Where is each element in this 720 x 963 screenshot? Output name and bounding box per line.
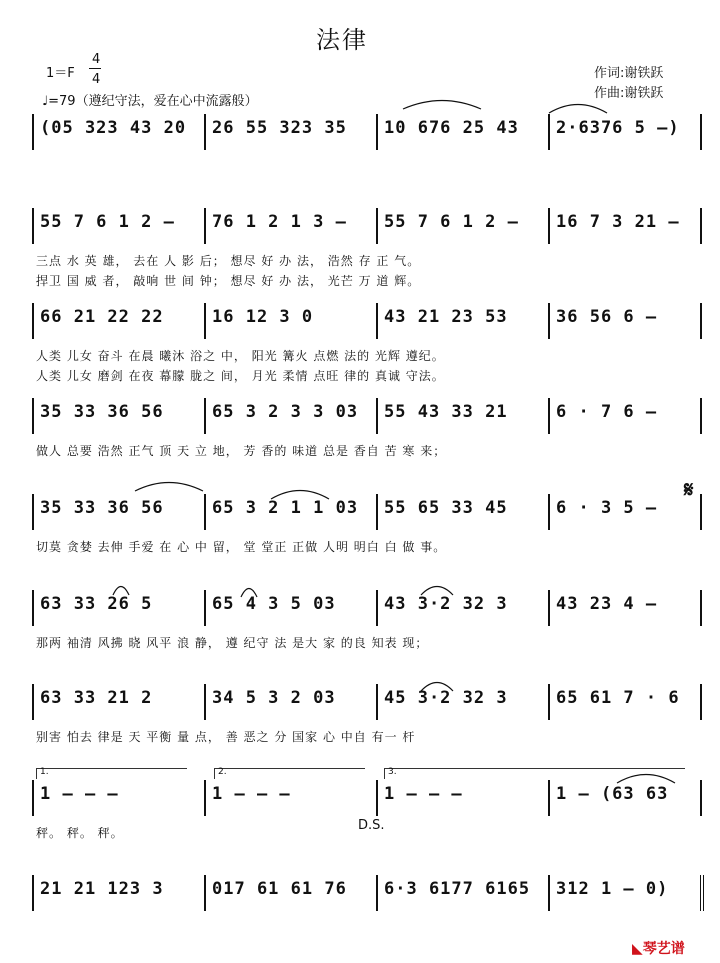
barline bbox=[32, 684, 34, 720]
measure-notes: 34 5 3 2 03 bbox=[212, 688, 336, 708]
volta-bracket bbox=[214, 768, 365, 779]
barline bbox=[204, 590, 206, 626]
measure-notes: 43 21 23 53 bbox=[384, 307, 508, 327]
barline bbox=[548, 208, 550, 244]
barline bbox=[548, 398, 550, 434]
measure-notes: 43 3·2 32 3 bbox=[384, 594, 508, 614]
tempo-marking bbox=[42, 90, 258, 109]
barline bbox=[204, 494, 206, 530]
composer: 作曲:谢铁跃 bbox=[594, 86, 664, 101]
barline bbox=[548, 590, 550, 626]
time-sig-top: 4 bbox=[92, 52, 101, 67]
page-title: 法律 bbox=[316, 26, 368, 54]
barline bbox=[32, 208, 34, 244]
barline bbox=[32, 398, 34, 434]
barline bbox=[548, 684, 550, 720]
ds-marker: D.S. bbox=[358, 818, 385, 833]
volta-number: 2. bbox=[218, 767, 227, 777]
barline bbox=[700, 208, 702, 244]
barline bbox=[32, 590, 34, 626]
barline bbox=[32, 494, 34, 530]
lyric-line: 别害 怕去 律是 天 平衡 量 点， 善 恶之 分 国家 心 中自 有一 杆 bbox=[36, 730, 416, 744]
measure-notes: 43 23 4 – bbox=[556, 594, 658, 614]
measure-notes: 66 21 22 22 bbox=[40, 307, 164, 327]
staff-row bbox=[32, 398, 700, 458]
quarter-note-icon: ♩ bbox=[42, 94, 49, 109]
measure-notes: 16 12 3 0 bbox=[212, 307, 314, 327]
measure-notes: 6·3 6177 6165 bbox=[384, 879, 531, 899]
measure-notes: 6 · 3 5 – bbox=[556, 498, 658, 518]
lyric-line: 秤。 秤。 秤。 bbox=[36, 826, 124, 840]
measure-notes: 1 – – – bbox=[384, 784, 463, 804]
barline bbox=[204, 208, 206, 244]
barline bbox=[700, 114, 702, 150]
slur-arc bbox=[112, 582, 130, 596]
measure-notes: 26 55 323 35 bbox=[212, 118, 347, 138]
lyric-line: 那两 袖清 风拂 晓 风平 浪 静， 遵 纪守 法 是大 家 的良 知表 现； bbox=[36, 636, 429, 650]
measure-notes: 35 33 36 56 bbox=[40, 498, 164, 518]
time-sig-bottom: 4 bbox=[92, 72, 101, 87]
slur-arc bbox=[402, 96, 482, 110]
lyric-line: 人类 儿女 磨剑 在夜 幕朦 胧之 间， 月光 柔情 点旺 律的 真诚 守法。 bbox=[36, 369, 445, 383]
measure-notes: 65 3 2 1 1 03 bbox=[212, 498, 359, 518]
measure-notes: 1 – – – bbox=[40, 784, 119, 804]
measure-notes: 55 43 33 21 bbox=[384, 402, 508, 422]
volta-bracket bbox=[36, 768, 187, 779]
slur-arc bbox=[548, 100, 608, 114]
staff-row bbox=[32, 684, 700, 744]
measure-notes: 65 3 2 3 3 03 bbox=[212, 402, 359, 422]
barline bbox=[700, 303, 702, 339]
barline bbox=[204, 875, 206, 911]
brand-mark-icon: ◣ bbox=[632, 941, 643, 957]
lyric-line: 做人 总要 浩然 正气 顶 天 立 地， 芳 香的 味道 总是 香自 苦 寒 来； bbox=[36, 444, 447, 458]
measure-notes: 55 65 33 45 bbox=[384, 498, 508, 518]
lyric-line: 捍卫 国 威 者， 敲响 世 间 钟； 想尽 好 办 法， 光芒 万 道 辉。 bbox=[36, 274, 421, 288]
brand-logo bbox=[632, 938, 685, 958]
barline bbox=[700, 875, 704, 911]
measure-notes: 6 · 7 6 – bbox=[556, 402, 658, 422]
barline bbox=[376, 398, 378, 434]
barline bbox=[700, 590, 702, 626]
barline bbox=[376, 590, 378, 626]
lyric-line: 人类 儿女 奋斗 在晨 曦沐 浴之 中， 阳光 篝火 点燃 法的 光辉 遵纪。 bbox=[36, 349, 445, 363]
volta-bracket bbox=[384, 768, 685, 779]
measure-notes: 63 33 26 5 bbox=[40, 594, 153, 614]
slur-arc bbox=[240, 584, 258, 598]
tempo-text: =79（遵纪守法，爱在心中流露般） bbox=[48, 94, 258, 109]
measure-notes: 55 7 6 1 2 – bbox=[384, 212, 519, 232]
measure-notes: 65 4 3 5 03 bbox=[212, 594, 336, 614]
slur-arc bbox=[420, 582, 454, 596]
measure-notes: 312 1 – 0) bbox=[556, 879, 669, 899]
barline bbox=[32, 780, 34, 816]
lyric-line: 切莫 贪婪 去伸 手爱 在 心 中 留， 堂 堂正 正做 人明 明白 白 做 事。 bbox=[36, 540, 447, 554]
barline bbox=[32, 114, 34, 150]
key-signature: 1＝F bbox=[46, 66, 75, 81]
staff-row bbox=[32, 303, 700, 383]
barline bbox=[548, 780, 550, 816]
measure-notes: 36 56 6 – bbox=[556, 307, 658, 327]
barline bbox=[700, 780, 702, 816]
time-sig-line bbox=[89, 68, 101, 69]
barline bbox=[548, 875, 550, 911]
barline bbox=[548, 494, 550, 530]
measure-notes: 017 61 61 76 bbox=[212, 879, 347, 899]
barline bbox=[700, 398, 702, 434]
barline bbox=[700, 494, 702, 530]
barline bbox=[204, 780, 206, 816]
measure-notes: 21 21 123 3 bbox=[40, 879, 164, 899]
barline bbox=[32, 875, 34, 911]
measure-notes: 1 – (63 63 bbox=[556, 784, 669, 804]
measure-notes: (05 323 43 20 bbox=[40, 118, 187, 138]
barline bbox=[376, 303, 378, 339]
barline bbox=[376, 494, 378, 530]
barline bbox=[376, 114, 378, 150]
lyricist: 作词:谢铁跃 bbox=[594, 66, 664, 81]
staff-row bbox=[32, 208, 700, 288]
measure-notes: 1 – – – bbox=[212, 784, 291, 804]
staff-row bbox=[32, 114, 700, 154]
barline bbox=[376, 208, 378, 244]
barline bbox=[376, 780, 378, 816]
brand-text: 琴艺谱 bbox=[642, 941, 685, 957]
volta-number: 1. bbox=[40, 767, 49, 777]
barline bbox=[204, 303, 206, 339]
slur-arc bbox=[420, 678, 454, 692]
segno-icon: 𝄋 bbox=[684, 478, 694, 503]
measure-notes: 55 7 6 1 2 – bbox=[40, 212, 175, 232]
measure-notes: 45 3·2 32 3 bbox=[384, 688, 508, 708]
measure-notes: 65 61 7 · 6 bbox=[556, 688, 680, 708]
measure-notes: 63 33 21 2 bbox=[40, 688, 153, 708]
staff-row bbox=[32, 590, 700, 650]
measure-notes: 76 1 2 1 3 – bbox=[212, 212, 347, 232]
barline bbox=[204, 114, 206, 150]
barline bbox=[204, 398, 206, 434]
measure-notes: 16 7 3 21 – bbox=[556, 212, 680, 232]
barline bbox=[548, 114, 550, 150]
lyric-line: 三点 水 英 雄， 去在 人 影 后； 想尽 好 办 法， 浩然 存 正 气。 bbox=[36, 254, 421, 268]
measure-notes: 10 676 25 43 bbox=[384, 118, 519, 138]
barline bbox=[32, 303, 34, 339]
barline bbox=[204, 684, 206, 720]
barline bbox=[700, 684, 702, 720]
barline bbox=[376, 684, 378, 720]
measure-notes: 35 33 36 56 bbox=[40, 402, 164, 422]
staff-row bbox=[32, 494, 700, 554]
volta-number: 3. bbox=[388, 767, 397, 777]
staff-row bbox=[32, 875, 700, 915]
barline bbox=[548, 303, 550, 339]
slur-arc bbox=[270, 486, 330, 500]
barline bbox=[376, 875, 378, 911]
slur-arc bbox=[134, 478, 204, 492]
measure-notes: 2·6376 5 –) bbox=[556, 118, 680, 138]
